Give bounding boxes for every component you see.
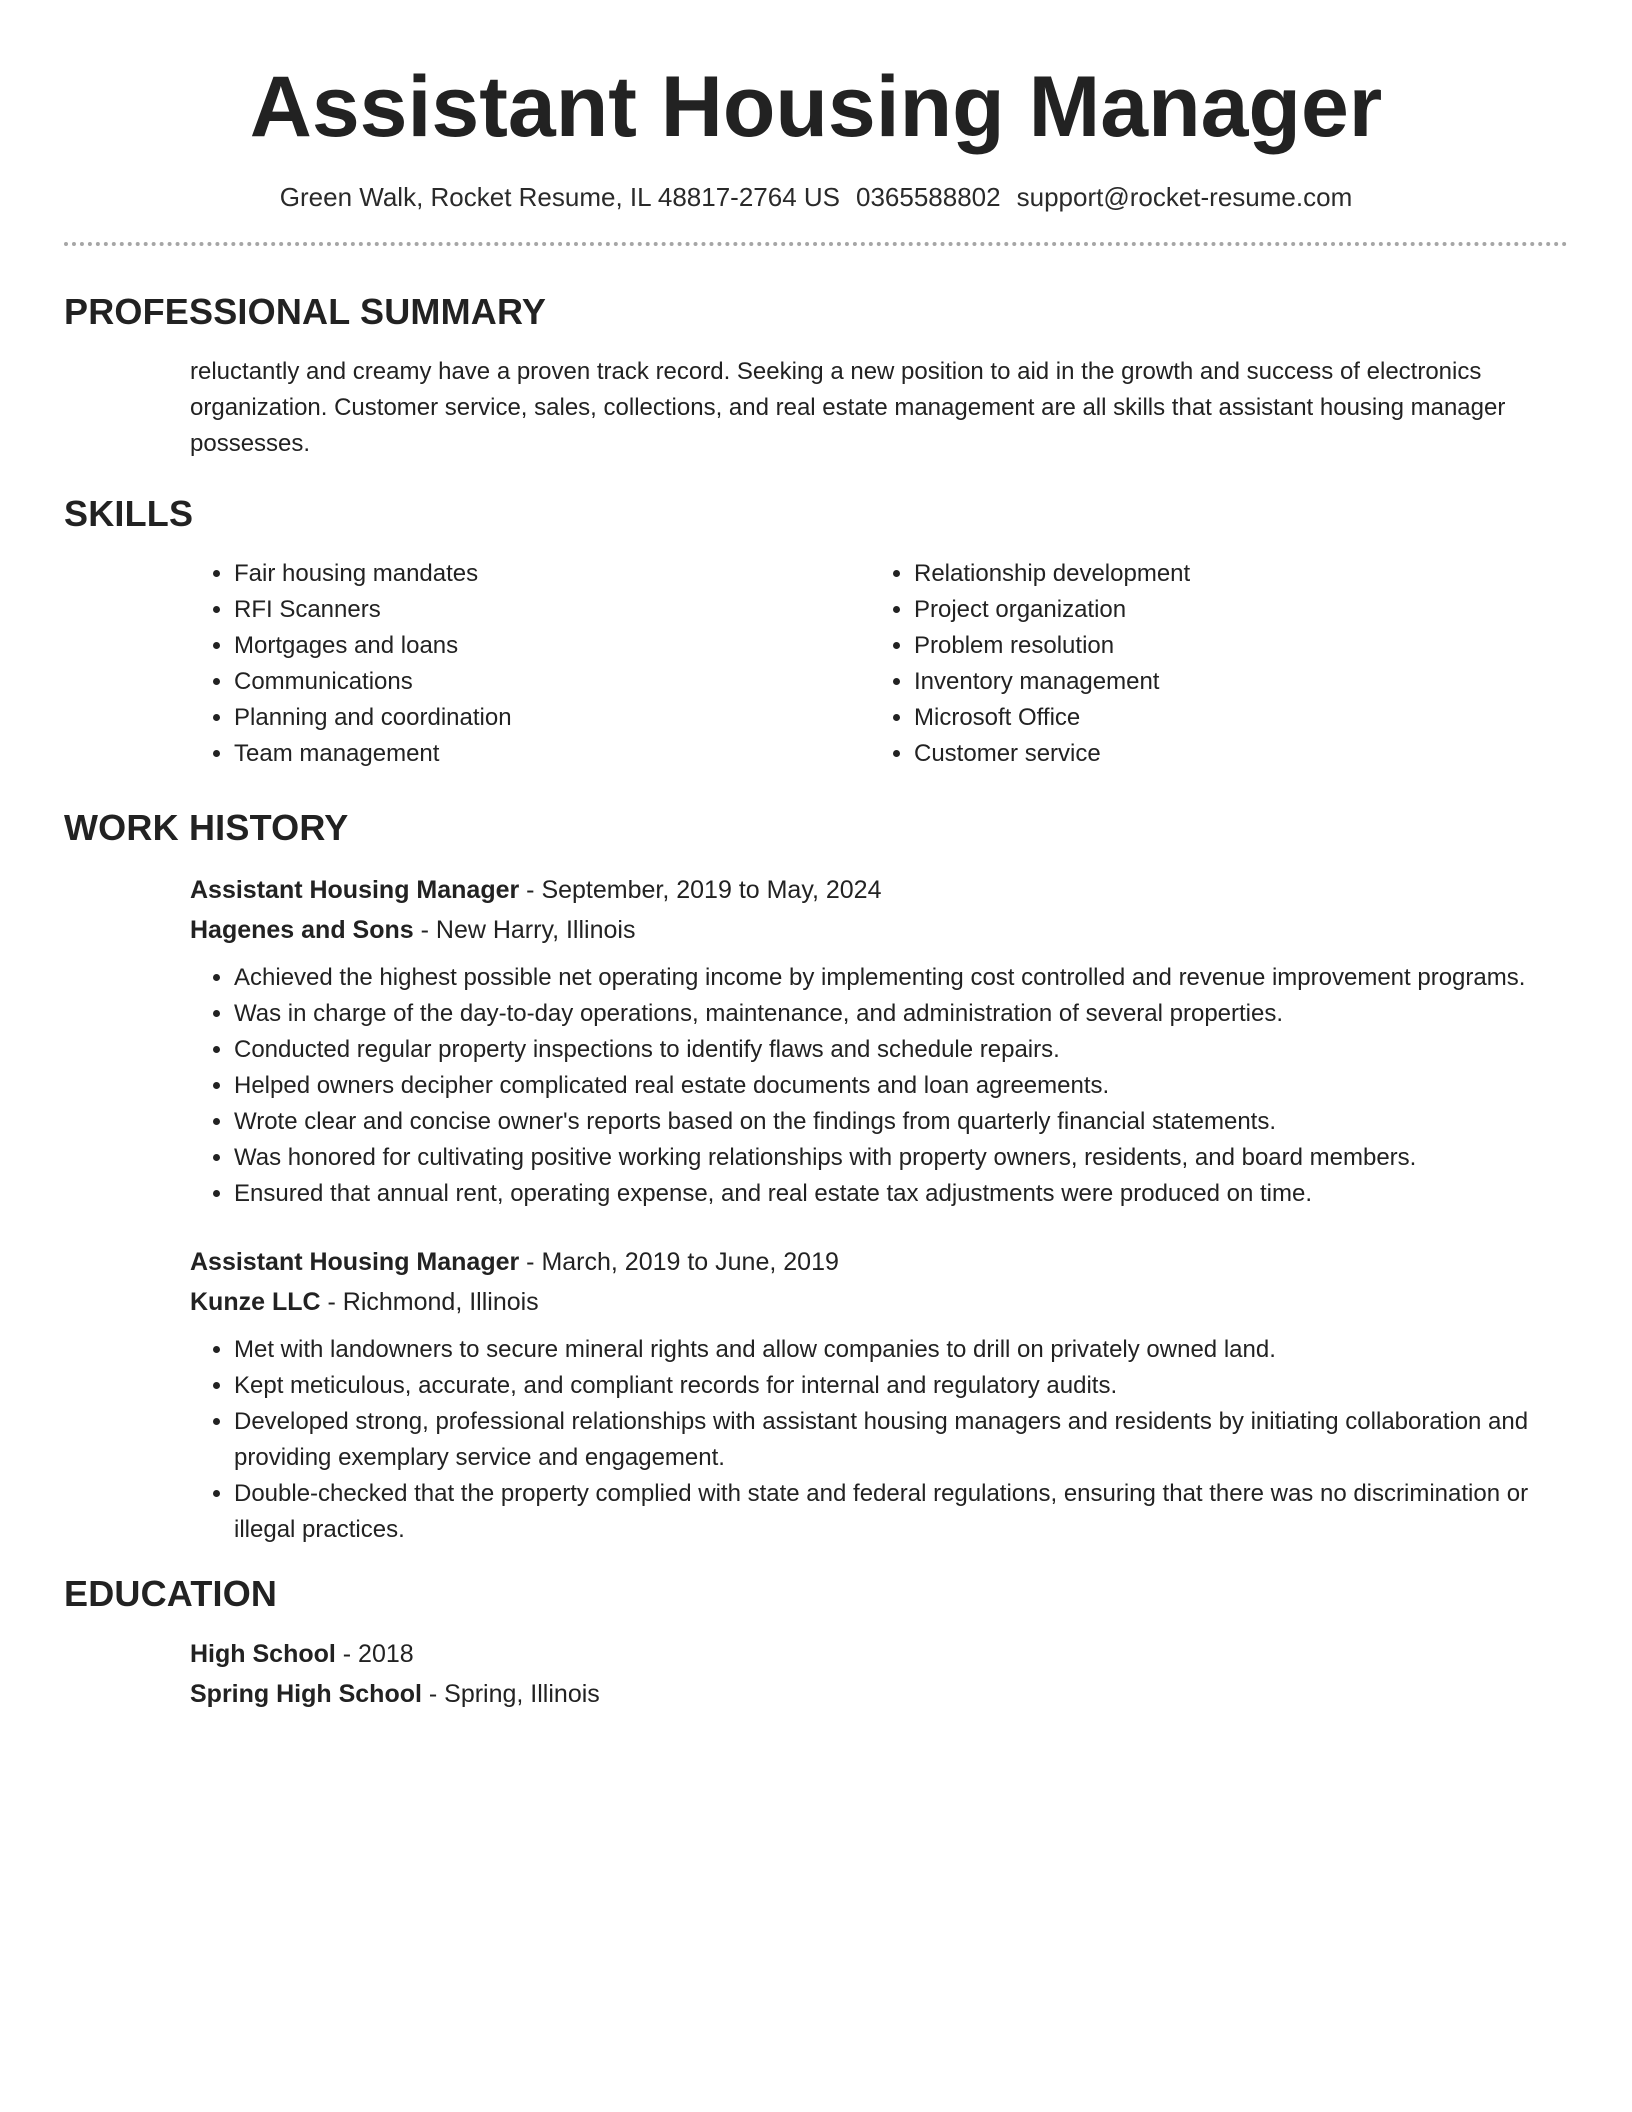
job-bullet: • Was honored for cultivating positive working relationships with property owners, residents, and board members. — [234, 1140, 1568, 1176]
job-bullet: • Ensured that annual rent, operating expense, and real estate tax adjustments were produced on time. — [234, 1176, 1568, 1212]
skill-item: • Team management — [234, 736, 870, 772]
summary-text: reluctantly and creamy have a proven track record. Seeking a new position to aid in the growth and success of electronics organization. Customer service, sales, collections, and real estate management are all skills that assistant housing manager possesses. — [190, 358, 1506, 457]
job-bullet: • Helped owners decipher complicated real estate documents and loan agreements. — [234, 1068, 1568, 1104]
section-title-education: EDUCATION — [64, 1573, 278, 1614]
job-role: Assistant Housing Manager — [190, 876, 520, 904]
skill-item: • Problem resolution — [914, 628, 1190, 664]
education-degree-line — [190, 1634, 1568, 1674]
skills-column-left — [190, 556, 870, 772]
candidate-name: Assistant Housing Manager — [249, 59, 1383, 155]
job-company: Hagenes and Sons — [190, 916, 414, 944]
job-bullet: • Conducted regular property inspections to identify flaws and schedule repairs. — [234, 1032, 1568, 1068]
job-title-line — [190, 1242, 1568, 1282]
contact-address: Green Walk, Rocket Resume, IL 48817-2764 US — [279, 182, 840, 212]
education-location: - Spring, Illinois — [421, 1680, 600, 1708]
job-company-line — [190, 1282, 1568, 1322]
job-role: Assistant Housing Manager — [190, 1248, 520, 1276]
section-title-skills: SKILLS — [64, 493, 194, 534]
job-bullets — [190, 1332, 1568, 1548]
job-company-line — [190, 910, 1568, 950]
skill-item: • Customer service — [914, 736, 1190, 772]
education-entry — [190, 1634, 1568, 1714]
job-title-line — [190, 870, 1568, 910]
job-entry — [190, 870, 1568, 1212]
job-bullet: • Developed strong, professional relationships with assistant housing managers and residents by initiating collaboration and providing exemplary service and engagement. — [234, 1404, 1568, 1476]
education-year: - 2018 — [335, 1640, 414, 1668]
skill-item: • Relationship development — [914, 556, 1190, 592]
job-bullet: • Wrote clear and concise owner's reports based on the findings from quarterly financial statements. — [234, 1104, 1568, 1140]
job-location: - New Harry, Illinois — [413, 916, 636, 944]
contact-phone: 0365588802 — [856, 182, 1001, 212]
skill-item: • Project organization — [914, 592, 1190, 628]
job-bullet: • Achieved the highest possible net operating income by implementing cost controlled and revenue improvement programs. — [234, 960, 1568, 996]
skill-item: • Fair housing mandates — [234, 556, 870, 592]
section-title-summary: PROFESSIONAL SUMMARY — [64, 291, 547, 332]
job-bullet: • Was in charge of the day-to-day operations, maintenance, and administration of several properties. — [234, 996, 1568, 1032]
skill-item: • Planning and coordination — [234, 700, 870, 736]
header-divider — [64, 242, 1568, 246]
job-dates: - September, 2019 to May, 2024 — [519, 876, 882, 904]
job-bullet: • Kept meticulous, accurate, and compliant records for internal and regulatory audits. — [234, 1368, 1568, 1404]
education-school: Spring High School — [190, 1680, 422, 1708]
contact-email: support@rocket-resume.com — [1016, 182, 1353, 212]
resume-header — [64, 0, 1568, 246]
section-title-work-history: WORK HISTORY — [64, 807, 349, 848]
education-degree: High School — [190, 1640, 336, 1668]
job-entry — [190, 1242, 1568, 1548]
skill-item: • RFI Scanners — [234, 592, 870, 628]
job-company: Kunze LLC — [190, 1288, 321, 1316]
skill-item: • Mortgages and loans — [234, 628, 870, 664]
education-school-line — [190, 1674, 1568, 1714]
contact-line — [64, 180, 1568, 214]
skill-item: • Communications — [234, 664, 870, 700]
job-location: - Richmond, Illinois — [320, 1288, 539, 1316]
skills-column-right — [870, 556, 1190, 772]
job-bullets — [190, 960, 1568, 1212]
job-bullet: • Met with landowners to secure mineral rights and allow companies to drill on privately owned land. — [234, 1332, 1568, 1368]
job-bullet: • Double-checked that the property complied with state and federal regulations, ensuring that there was no discrimination or illegal practices. — [234, 1476, 1568, 1548]
skill-item: • Microsoft Office — [914, 700, 1190, 736]
skills-list — [190, 556, 1568, 772]
skill-item: • Inventory management — [914, 664, 1190, 700]
job-dates: - March, 2019 to June, 2019 — [519, 1248, 839, 1276]
